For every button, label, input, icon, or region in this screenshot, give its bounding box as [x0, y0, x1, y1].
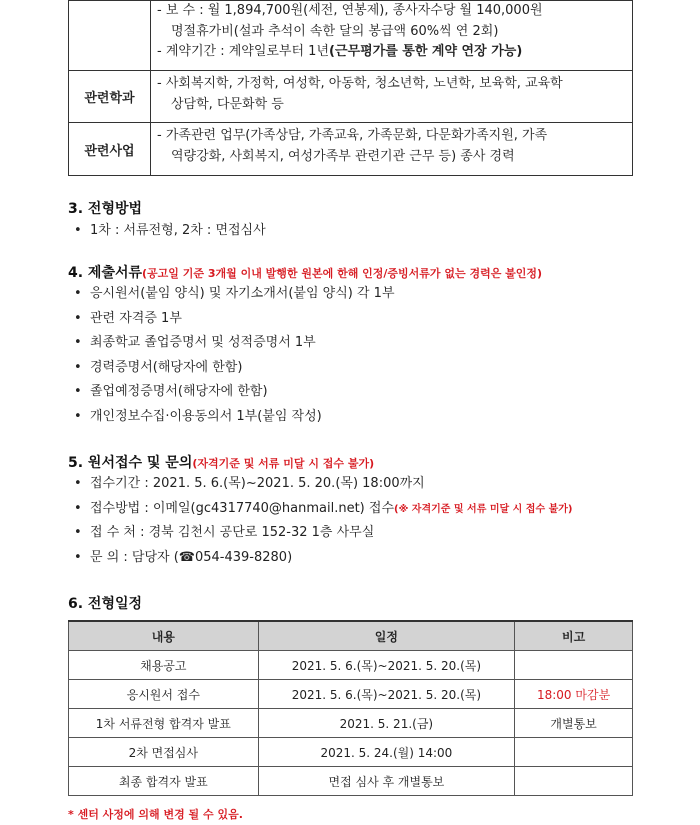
header-remark: 비고: [515, 621, 633, 651]
phone-icon: ☎: [178, 549, 195, 565]
application-place: • 접 수 처 : 경북 김천시 공단로 152-32 1층 사무실: [74, 525, 375, 540]
section-note: (공고일 기준 3개월 이내 발행한 원본에 한해 인정/증빙서류가 없는 경력은 불인정): [142, 267, 543, 280]
table-row: 최종 합격자 발표 면접 심사 후 개별통보: [69, 767, 633, 796]
table-row: 2차 면접심사 2021. 5. 24.(월) 14:00: [69, 738, 633, 767]
row-label-empty: [69, 1, 151, 71]
section-documents: [68, 262, 668, 429]
related-work-cell: - 가족관련 업무(가족상담, 가족교육, 가족문화, 다문화가족지원, 가족 역량강화, 사회복지, 여성가족부 관련기관 근무 등) 종사 경력: [151, 123, 633, 176]
section-title: 5. 원서접수 및 문의(자격기준 및 서류 미달 시 접수 불가): [68, 455, 375, 471]
related-dept-label: 관련학과: [69, 71, 151, 123]
pay-contract-cell: [151, 1, 633, 71]
table-header-row: [69, 621, 633, 651]
section-application: [68, 452, 668, 570]
section-schedule: [68, 593, 668, 613]
related-work-row: [69, 123, 633, 176]
schedule-table: [68, 620, 633, 796]
related-dept-cell: - 사회복지학, 가정학, 여성학, 아동학, 청소년학, 노년학, 보육학, 교육학 상담학, 다문화학 등: [151, 71, 633, 123]
application-period: • 접수기간 : 2021. 5. 6.(목)~2021. 5. 20.(목) 18:00까지: [74, 476, 425, 491]
header-schedule: 일정: [258, 621, 515, 651]
method-note: (※ 자격기준 및 서류 미달 시 접수 불가): [394, 503, 573, 515]
section-selection-method: [68, 198, 668, 244]
list-item: • 1차 : 서류전형, 2차 : 면접심사: [74, 223, 266, 238]
list-item: • 응시원서(붙임 양식) 및 자기소개서(붙임 양식) 각 1부: [74, 286, 395, 301]
list-item: • 관련 자격증 1부: [74, 310, 182, 326]
related-dept-row: [69, 71, 633, 123]
application-method: • 접수방법 : 이메일(gc4317740@hanmail.net) 접수(※ 자격기준 및 서류 미달 시 접수 불가): [74, 500, 573, 516]
contract-extension-note: (근무평가를 통한 계약 연장 가능): [329, 44, 523, 59]
section-title: 4. 제출서류(공고일 기준 3개월 이내 발행한 원본에 한해 인정/증빙서류가 없는 경력은 불인정): [68, 265, 543, 281]
related-work-label: 관련사업: [69, 123, 151, 176]
section-note: (자격기준 및 서류 미달 시 접수 불가): [192, 457, 375, 470]
list-item: • 경력증명서(해당자에 한함): [74, 359, 243, 375]
header-content: 내용: [69, 621, 259, 651]
table-row: 응시원서 접수 2021. 5. 6.(목)~2021. 5. 20.(목) 18:00 마감분: [69, 680, 633, 709]
list-item: • 최종학교 졸업증명서 및 성적증명서 1부: [74, 335, 316, 350]
job-info-table: [68, 0, 633, 176]
schedule-footnote: * 센터 사정에 의해 변경 될 수 있음.: [68, 808, 243, 821]
list-item: • 졸업예정증명서(해당자에 한함): [74, 384, 268, 399]
pay-contract-row: [69, 1, 633, 71]
table-row: 채용공고 2021. 5. 6.(목)~2021. 5. 20.(목): [69, 651, 633, 680]
deadline-remark: 18:00 마감분: [515, 680, 633, 709]
section-title: 6. 전형일정: [68, 596, 143, 612]
contact-info: • 문 의 : 담당자 (☎054-439-8280): [74, 549, 293, 565]
contract-line: - 계약기간 : 계약일로부터 1년(근무평가를 통한 계약 연장 가능): [157, 44, 523, 59]
list-item: • 개인정보수집·이용동의서 1부(붙임 작성): [74, 408, 322, 424]
section-title: 3. 전형방법: [68, 201, 143, 217]
table-row: 1차 서류전형 합격자 발표 2021. 5. 21.(금) 개별통보: [69, 709, 633, 738]
holiday-bonus-line: 명절휴가비(설과 추석이 속한 달의 봉급액 60%씩 연 2회): [171, 23, 499, 39]
pay-line: - 보 수 : 월 1,894,700원(세전, 연봉제), 종사자수당 월 140,000원: [157, 3, 543, 18]
